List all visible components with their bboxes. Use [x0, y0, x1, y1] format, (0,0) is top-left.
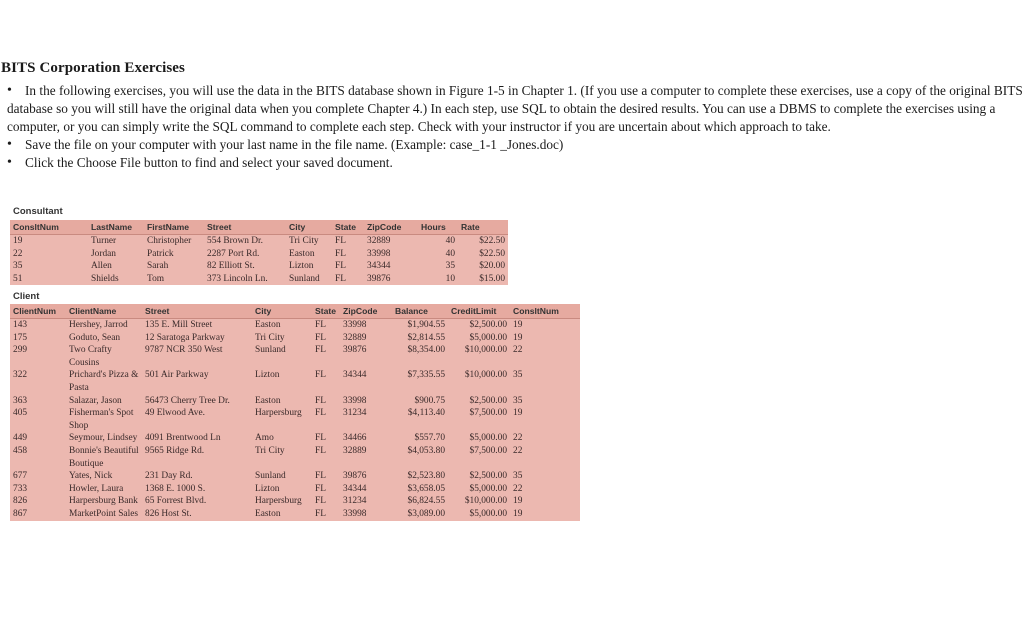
table-cell: Howler, Laura — [69, 483, 124, 494]
bullet-icon: • — [7, 83, 12, 98]
table-cell: $7,500.00 — [469, 408, 507, 419]
table-cell: 19 — [513, 408, 523, 419]
table-cell: Prichard's Pizza & Pasta — [69, 370, 139, 393]
table-cell: Tom — [147, 273, 165, 284]
table-cell: Sarah — [147, 261, 169, 272]
table-cell: 32889 — [343, 332, 367, 343]
table-cell: 33998 — [367, 248, 391, 259]
client-column-header: ClientNum — [10, 304, 66, 319]
consultant-table — [10, 220, 508, 285]
table-cell: 19 — [513, 496, 523, 507]
table-cell: Sunland — [255, 471, 286, 482]
table-row — [10, 407, 580, 432]
table-cell: 322 — [13, 370, 28, 381]
table-cell: Fisherman's Spot Shop — [69, 408, 134, 431]
table-cell: Lizton — [289, 261, 314, 272]
table-cell: 65 Forrest Blvd. — [145, 496, 207, 507]
table-cell: Sunland — [255, 345, 286, 356]
table-cell: 33998 — [343, 395, 367, 406]
table-cell: FL — [315, 445, 326, 456]
table-cell: $2,523.80 — [407, 471, 445, 482]
table-cell: 39876 — [367, 273, 391, 284]
table-cell: $5,000.00 — [469, 332, 507, 343]
client-column-header: State — [312, 304, 340, 319]
consultant-column-header: Hours — [418, 220, 458, 235]
consultant-column-header: Rate — [458, 220, 508, 235]
table-cell: Harpersburg — [255, 496, 302, 507]
table-cell: 35 — [445, 261, 455, 272]
table-cell: $5,000.00 — [469, 433, 507, 444]
table-cell: 33998 — [343, 320, 367, 330]
table-cell: FL — [315, 483, 326, 494]
table-cell: 33998 — [343, 508, 367, 519]
table-cell: $900.75 — [414, 395, 445, 406]
table-cell: Yates, Nick — [69, 471, 113, 482]
consultant-column-header: ZipCode — [364, 220, 418, 235]
table-cell: $6,824.55 — [407, 496, 445, 507]
table-cell: $7,500.00 — [469, 445, 507, 456]
consultant-table-label: Consultant — [13, 206, 63, 217]
table-row — [10, 273, 508, 286]
table-row — [10, 319, 580, 332]
table-cell: 373 Lincoln Ln. — [207, 273, 268, 284]
table-cell: Jordan — [91, 248, 116, 259]
table-cell: $20.00 — [479, 261, 505, 272]
table-cell: FL — [315, 508, 326, 519]
table-cell: 31234 — [343, 496, 367, 507]
table-row — [10, 344, 580, 369]
table-cell: 458 — [13, 445, 28, 456]
table-row — [10, 445, 580, 470]
consultant-column-header: LastName — [88, 220, 144, 235]
table-cell: 19 — [13, 236, 23, 246]
table-cell: 22 — [513, 483, 523, 494]
table-row — [10, 235, 508, 248]
table-cell: 22 — [513, 445, 523, 456]
table-cell: Lizton — [255, 483, 280, 494]
table-cell: Tri City — [255, 445, 285, 456]
table-row — [10, 483, 580, 496]
table-cell: 34344 — [343, 483, 367, 494]
client-column-header: Street — [142, 304, 252, 319]
table-cell: Tri City — [289, 236, 319, 246]
table-cell: Lizton — [255, 370, 280, 381]
table-cell: 1368 E. 1000 S. — [145, 483, 206, 494]
table-row — [10, 432, 580, 445]
table-cell: Bonnie's Beautiful Boutique — [69, 445, 139, 469]
instruction-item: • Save the file on your computer with your last name in the file name. (Example: case_1-1 _Jones.doc) — [7, 137, 564, 152]
table-cell: 82 Elliott St. — [207, 261, 255, 272]
client-column-header: ConsltNum — [510, 304, 580, 319]
table-cell: $4,053.80 — [407, 445, 445, 456]
consultant-column-header: State — [332, 220, 364, 235]
table-cell: FL — [335, 273, 346, 284]
table-cell: $5,000.00 — [469, 508, 507, 519]
page-title: BITS Corporation Exercises — [1, 60, 185, 76]
table-cell: 32889 — [343, 445, 367, 456]
table-cell: FL — [315, 395, 326, 406]
table-cell: Shields — [91, 273, 119, 284]
table-cell: $22.50 — [479, 248, 505, 259]
table-cell: $4,113.40 — [407, 408, 445, 419]
client-column-header: City — [252, 304, 312, 319]
client-column-header: Balance — [392, 304, 448, 319]
table-cell: Goduto, Sean — [69, 332, 121, 343]
table-cell: FL — [315, 370, 326, 381]
table-cell: $8,354.00 — [407, 345, 445, 356]
table-cell: 143 — [13, 320, 28, 330]
table-cell: 175 — [13, 332, 28, 343]
table-cell: 22 — [513, 433, 523, 444]
table-cell: FL — [335, 236, 346, 246]
table-cell: 51 — [13, 273, 23, 284]
table-cell: Harpersburg Bank — [69, 496, 138, 507]
table-cell: Amo — [255, 433, 274, 444]
document-body — [0, 58, 1024, 172]
table-cell: FL — [315, 320, 326, 330]
table-cell: FL — [315, 496, 326, 507]
consultant-column-header: FirstName — [144, 220, 204, 235]
table-cell: Two Crafty Cousins — [69, 345, 112, 368]
table-cell: FL — [315, 433, 326, 444]
table-cell: 2287 Port Rd. — [207, 248, 260, 259]
table-cell: 35 — [13, 261, 23, 272]
consultant-column-header: Street — [204, 220, 286, 235]
table-cell: 449 — [13, 433, 28, 444]
table-cell: Easton — [289, 248, 315, 259]
table-cell: FL — [315, 471, 326, 482]
table-cell: Patrick — [147, 248, 174, 259]
table-cell: 35 — [513, 395, 523, 406]
page-bottom-edge — [0, 612, 1024, 619]
table-cell: 9787 NCR 350 West — [145, 345, 223, 356]
table-cell: 733 — [13, 483, 28, 494]
table-cell: $10,000.00 — [464, 496, 507, 507]
table-cell: 34466 — [343, 433, 367, 444]
table-cell: 405 — [13, 408, 28, 419]
table-cell: 35 — [513, 370, 523, 381]
client-column-header: ClientName — [66, 304, 142, 319]
table-cell: 34344 — [367, 261, 391, 272]
table-cell: Christopher — [147, 236, 192, 246]
table-cell: 39876 — [343, 345, 367, 356]
table-cell: Allen — [91, 261, 112, 272]
table-cell: Easton — [255, 395, 281, 406]
table-cell: 22 — [13, 248, 23, 259]
table-row — [10, 395, 580, 408]
table-cell: 35 — [513, 471, 523, 482]
table-row — [10, 248, 508, 261]
table-row — [10, 332, 580, 345]
table-cell: Seymour, Lindsey — [69, 433, 138, 444]
table-cell: Salazar, Jason — [69, 395, 122, 406]
table-cell: Hershey, Jarrod — [69, 320, 128, 330]
table-cell: 31234 — [343, 408, 367, 419]
table-cell: 826 Host St. — [145, 508, 192, 519]
client-column-header: CreditLimit — [448, 304, 510, 319]
table-cell: 867 — [13, 508, 28, 519]
instruction-item: • Click the Choose File button to find and select your saved document. — [7, 155, 393, 170]
table-row — [10, 508, 580, 521]
table-row — [10, 495, 580, 508]
table-cell: $1,904.55 — [407, 320, 445, 330]
table-cell: $7,335.55 — [407, 370, 445, 381]
table-cell: FL — [335, 261, 346, 272]
table-cell: 39876 — [343, 471, 367, 482]
consultant-column-header: City — [286, 220, 332, 235]
table-cell: $2,500.00 — [469, 320, 507, 330]
consultant-column-header: ConsltNum — [10, 220, 88, 235]
table-cell: $3,658.05 — [407, 483, 445, 494]
table-cell: FL — [315, 332, 326, 343]
table-cell: 10 — [445, 273, 455, 284]
table-cell: 4091 Brentwood Ln — [145, 433, 221, 444]
table-cell: 34344 — [343, 370, 367, 381]
table-cell: 826 — [13, 496, 28, 507]
table-cell: 677 — [13, 471, 28, 482]
table-cell: 554 Brown Dr. — [207, 236, 263, 246]
table-cell: $3,089.00 — [407, 508, 445, 519]
table-cell: $557.70 — [414, 433, 445, 444]
table-cell: 231 Day Rd. — [145, 471, 193, 482]
client-table — [10, 304, 580, 521]
table-cell: $22.50 — [479, 236, 505, 246]
table-cell: 40 — [445, 236, 455, 246]
table-cell: FL — [315, 408, 326, 419]
instruction-item: • In the following exercises, you will use the data in the BITS database shown in Figure 1-5 in Chapter 1. (If you use a computer to complete these exercises, use a copy of the original BITS database so you will still have the original data when you complete Chapter 4.) In each step, use SQL to obtain the desired results. You can use a DBMS to complete the exercises using a computer, or you can simply write the SQL command to complete each step. Check with your instructor if you are uncertain about which approach to take. — [7, 83, 1023, 134]
table-cell: $15.00 — [479, 273, 505, 284]
table-cell: 501 Air Parkway — [145, 370, 209, 381]
bullet-icon: • — [7, 155, 12, 170]
table-cell: 19 — [513, 508, 523, 519]
table-cell: Turner — [91, 236, 117, 246]
table-cell: Harpersburg — [255, 408, 302, 419]
table-cell: 135 E. Mill Street — [145, 320, 213, 330]
table-cell: 49 Elwood Ave. — [145, 408, 205, 419]
bullet-icon: • — [7, 137, 12, 152]
table-row — [10, 369, 580, 394]
table-cell: Tri City — [255, 332, 285, 343]
table-cell: 56473 Cherry Tree Dr. — [145, 395, 230, 406]
table-cell: 363 — [13, 395, 28, 406]
table-cell: FL — [335, 248, 346, 259]
table-cell: Easton — [255, 508, 281, 519]
table-cell: 19 — [513, 320, 523, 330]
table-cell: Easton — [255, 320, 281, 330]
table-row — [10, 470, 580, 483]
table-cell: 9565 Ridge Rd. — [145, 445, 205, 456]
table-cell: 12 Saratoga Parkway — [145, 332, 225, 343]
table-cell: 22 — [513, 345, 523, 356]
table-cell: 32889 — [367, 236, 391, 246]
table-cell: $10,000.00 — [464, 345, 507, 356]
table-cell: 19 — [513, 332, 523, 343]
table-cell: $10,000.00 — [464, 370, 507, 381]
table-cell: Sunland — [289, 273, 320, 284]
table-cell: $2,814.55 — [407, 332, 445, 343]
client-table-label: Client — [13, 291, 40, 302]
table-cell: $2,500.00 — [469, 395, 507, 406]
table-cell: $5,000.00 — [469, 483, 507, 494]
table-row — [10, 260, 508, 273]
table-cell: 40 — [445, 248, 455, 259]
client-column-header: ZipCode — [340, 304, 392, 319]
table-cell: MarketPoint Sales — [69, 508, 139, 519]
table-cell: FL — [315, 345, 326, 356]
table-cell: $2,500.00 — [469, 471, 507, 482]
table-cell: 299 — [13, 345, 28, 356]
instruction-list — [0, 82, 1024, 172]
